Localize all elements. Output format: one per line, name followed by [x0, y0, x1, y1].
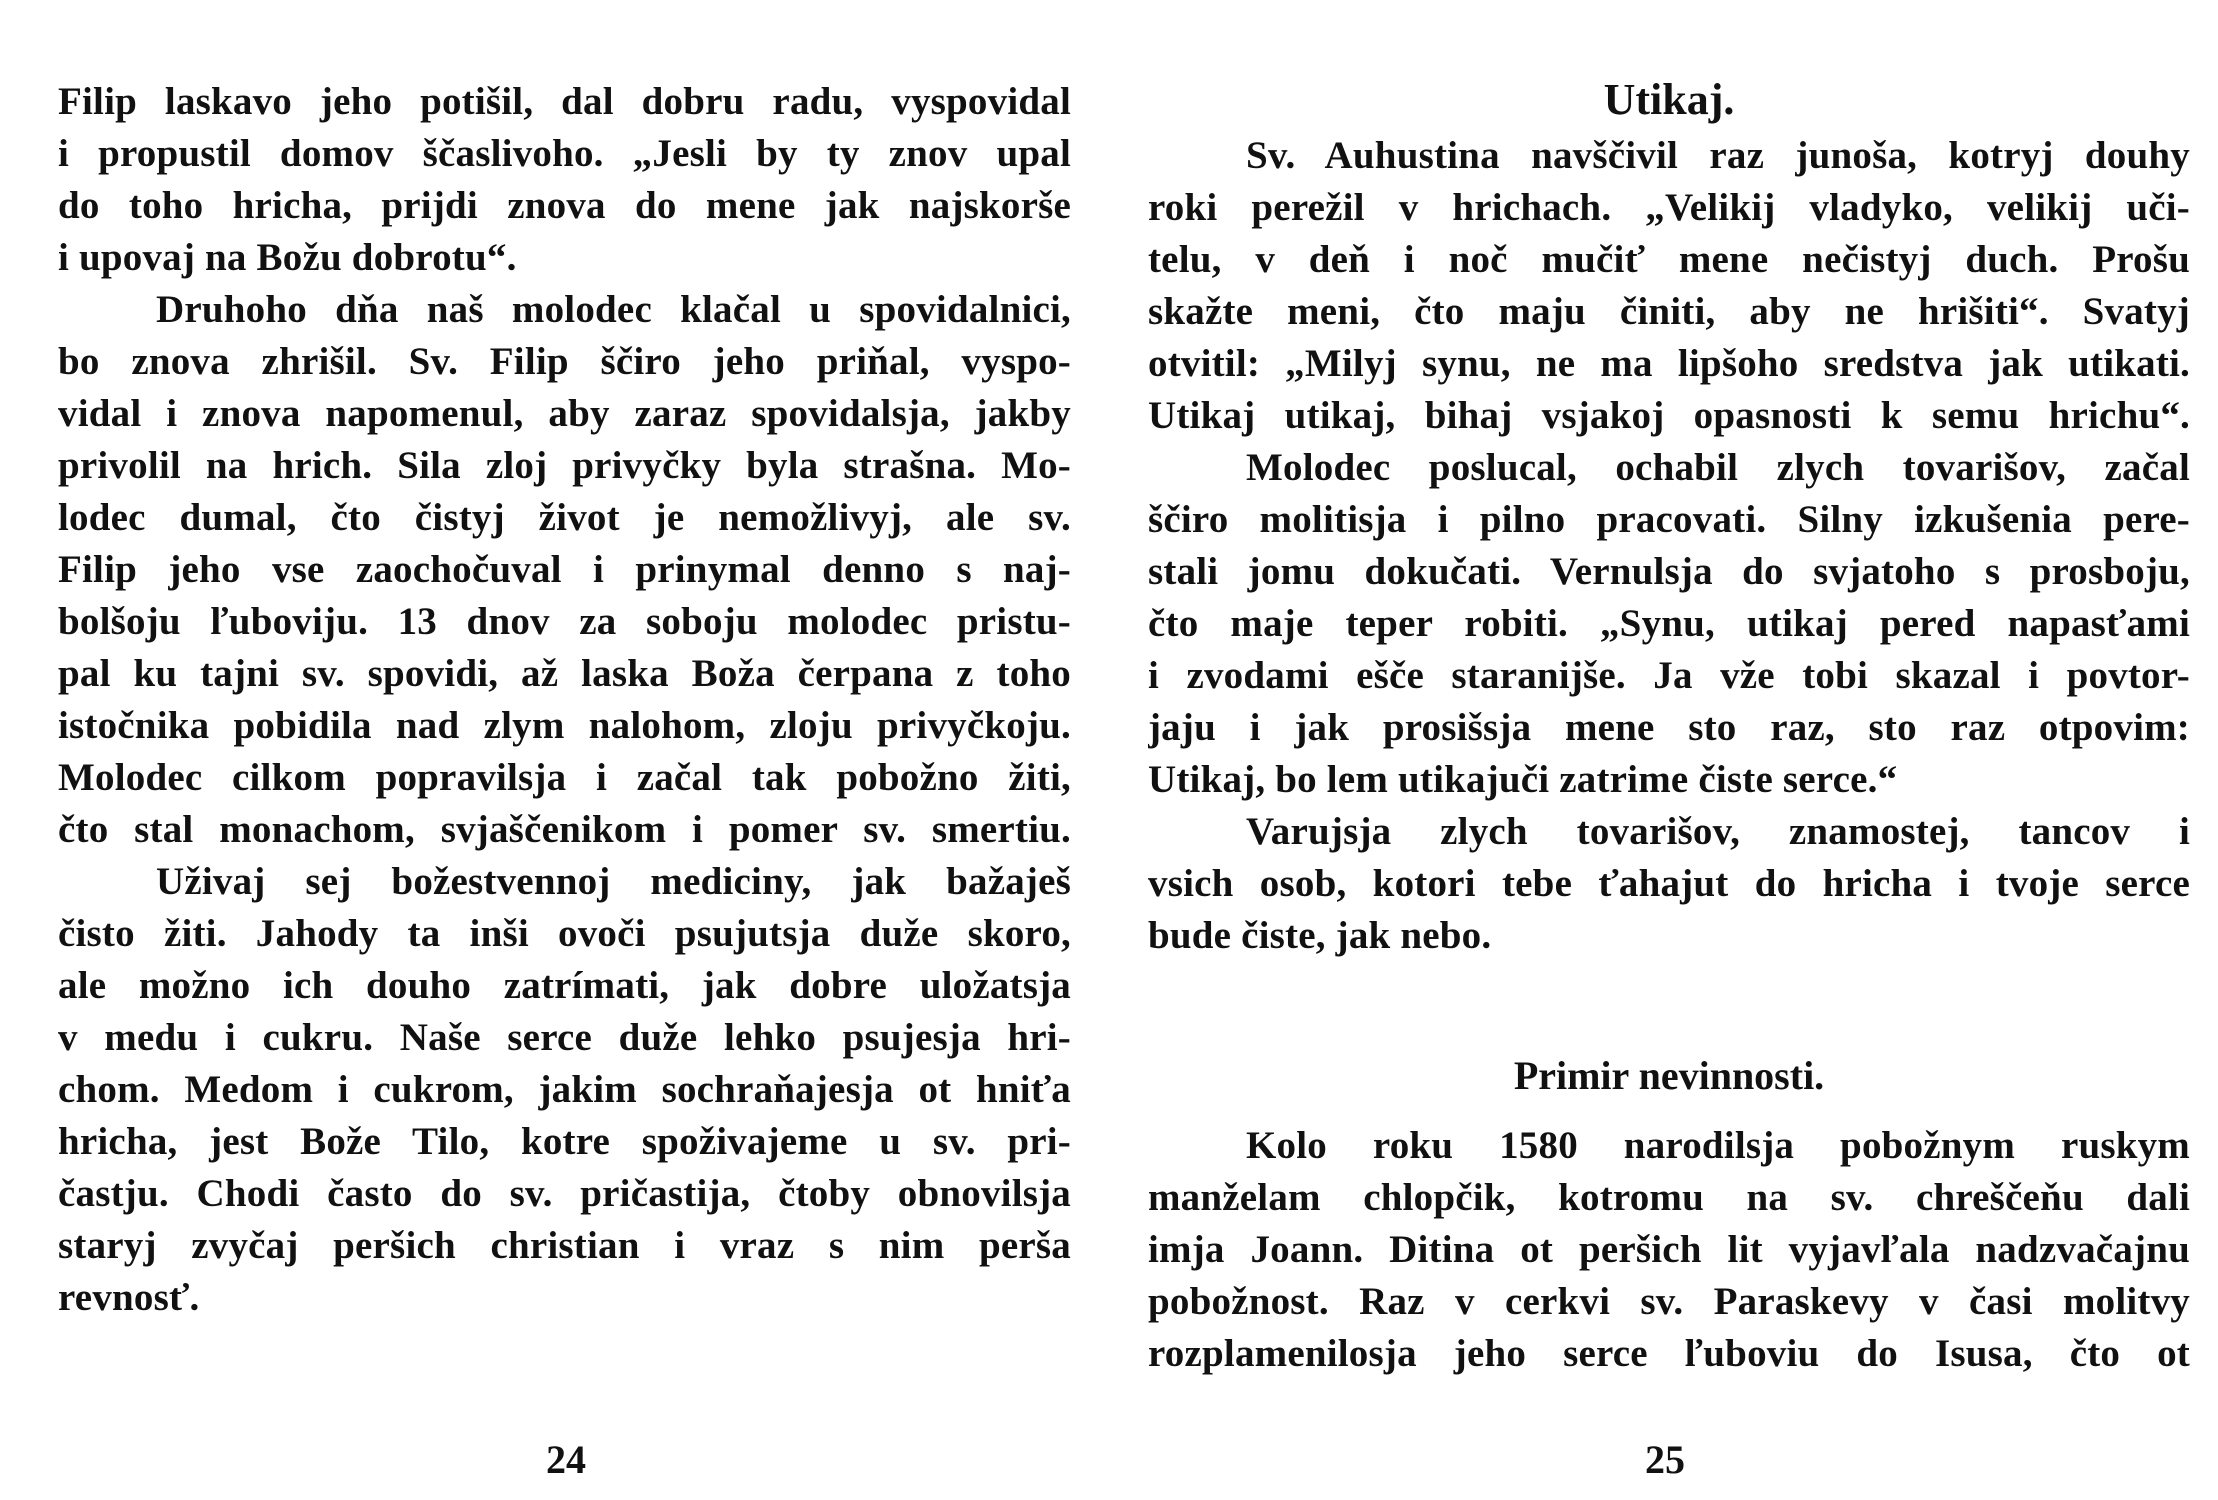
section-subtitle: Primir nevinnosti. — [1513, 1053, 1825, 1098]
text-line: Molodec cilkom popravilsja i začal tak pobožno žiti, — [58, 756, 1071, 799]
section-title-block — [1148, 70, 2190, 130]
text-line: chom. Medom i cukrom, jakim sochraňajesja ot hniťa — [58, 1068, 1071, 1111]
text-line: i zvodami ešče staranijše. Ja vže tobi skazal i povtor- — [1148, 654, 2190, 697]
section-title: Utikaj. — [1603, 75, 1735, 124]
left-page-text — [58, 76, 1071, 1324]
page-number: 25 — [1645, 1437, 1685, 1482]
text-line: staryj zvyčaj peršich christian i vraz s nim perša — [58, 1224, 1071, 1267]
text-line: čisto žiti. Jahody ta inši ovoči psujutsja duže skoro, — [58, 912, 1071, 955]
text-line: i propustil domov ščaslivoho. „Jesli by ty znov upal — [58, 132, 1071, 175]
left-page — [58, 0, 1071, 1500]
text-line: čto stal monachom, svjaščenikom i pomer sv. smertiu. — [58, 808, 1071, 851]
text-line: bude čiste, jak nebo. — [1148, 914, 1492, 957]
text-line: čto maje teper robiti. „Synu, utikaj pered napasťami — [1148, 602, 2190, 645]
text-line: častju. Chodi často do sv. pričastija, čtoby obnovilsja — [58, 1172, 1071, 1215]
text-line: hricha, jest Bože Tilo, kotre spoživajeme u sv. pri- — [58, 1120, 1071, 1163]
text-line: revnosť. — [58, 1276, 200, 1319]
text-line: manželam chlopčik, kotromu na sv. chreščeňu dali — [1148, 1176, 2190, 1219]
text-line: Kolo roku 1580 narodilsja pobožnym ruskym — [1246, 1124, 2190, 1167]
text-line: ščiro molitisja i pilno pracovati. Silny izkušenia pere- — [1148, 498, 2190, 541]
text-line: Filip laskavo jeho potišil, dal dobru radu, vyspovidal — [58, 80, 1071, 123]
text-line: ale možno ich douho zatrímati, jak dobre uložatsja — [58, 964, 1071, 1007]
text-line: i upovaj na Božu dobrotu“. — [58, 236, 517, 279]
text-line: privolil na hrich. Sila zloj privyčky byla strašna. Mo- — [58, 444, 1071, 487]
text-line: bolšoju ľuboviju. 13 dnov za soboju molodec pristu- — [58, 600, 1071, 643]
text-line: vsich osob, kotori tebe ťahajut do hricha i tvoje serce — [1148, 862, 2190, 905]
text-line: pobožnost. Raz v cerkvi sv. Paraskevy v časi molitvy — [1148, 1280, 2190, 1323]
text-line: skažte meni, čto maju činiti, aby ne hrišiti“. Svatyj — [1148, 290, 2190, 333]
text-line: Molodec poslucal, ochabil zlych tovarišov, začal — [1246, 446, 2190, 489]
text-line: do toho hricha, prijdi znova do mene jak najskorše — [58, 184, 1071, 227]
text-line: Varujsja zlych tovarišov, znamostej, tancov i — [1246, 810, 2190, 853]
page-number: 24 — [546, 1437, 586, 1482]
right-page — [1148, 0, 2190, 1500]
text-line: istočnika pobidila nad zlym nalohom, zloju privyčkoju. — [58, 704, 1071, 747]
text-line: lodec dumal, čto čistyj život je nemožlivyj, ale sv. — [58, 496, 1071, 539]
section-utikaj-text — [1148, 130, 2190, 962]
text-line: Utikaj utikaj, bihaj vsjakoj opasnosti k semu hrichu“. — [1148, 394, 2190, 437]
text-line: imja Joann. Ditina ot peršich lit vyjavľala nadzvačajnu — [1148, 1228, 2190, 1271]
text-line: rozplamenilosja jeho serce ľuboviu do Isusa, čto ot — [1148, 1332, 2190, 1375]
text-line: Utikaj, bo lem utikajuči zatrime čiste serce.“ — [1148, 758, 1898, 801]
text-line: stali jomu dokučati. Vernulsja do svjatoho s prosboju, — [1148, 550, 2190, 593]
text-line: Uživaj sej božestvennoj mediciny, jak bažaješ — [156, 860, 1071, 903]
text-line: Druhoho dňa naš molodec klačal u spovidalnici, — [156, 288, 1071, 331]
text-line: telu, v deň i noč mučiť mene nečistyj duch. Prošu — [1148, 238, 2190, 281]
text-line: vidal i znova napomenul, aby zaraz spovidalsja, jakby — [58, 392, 1071, 435]
text-line: v medu i cukru. Naše serce duže lehko psujesja hri- — [58, 1016, 1071, 1059]
text-line: otvitil: „Milyj synu, ne ma lipšoho sredstva jak utikati. — [1148, 342, 2190, 385]
text-line: pal ku tajni sv. spovidi, až laska Boža čerpana z toho — [58, 652, 1071, 695]
section-subtitle-block — [1148, 1048, 2190, 1104]
text-line: Sv. Auhustina navščivil raz junoša, kotryj douhy — [1246, 134, 2190, 177]
text-line: jaju i jak prosišsja mene sto raz, sto raz otpovim: — [1148, 706, 2190, 749]
section-primir-text — [1148, 1120, 2190, 1380]
text-line: bo znova zhrišil. Sv. Filip ščiro jeho priňal, vyspo- — [58, 340, 1071, 383]
text-line: Filip jeho vse zaochočuval i prinymal denno s naj- — [58, 548, 1071, 591]
text-line: roki perežil v hrichach. „Velikij vladyko, velikij uči- — [1148, 186, 2190, 229]
